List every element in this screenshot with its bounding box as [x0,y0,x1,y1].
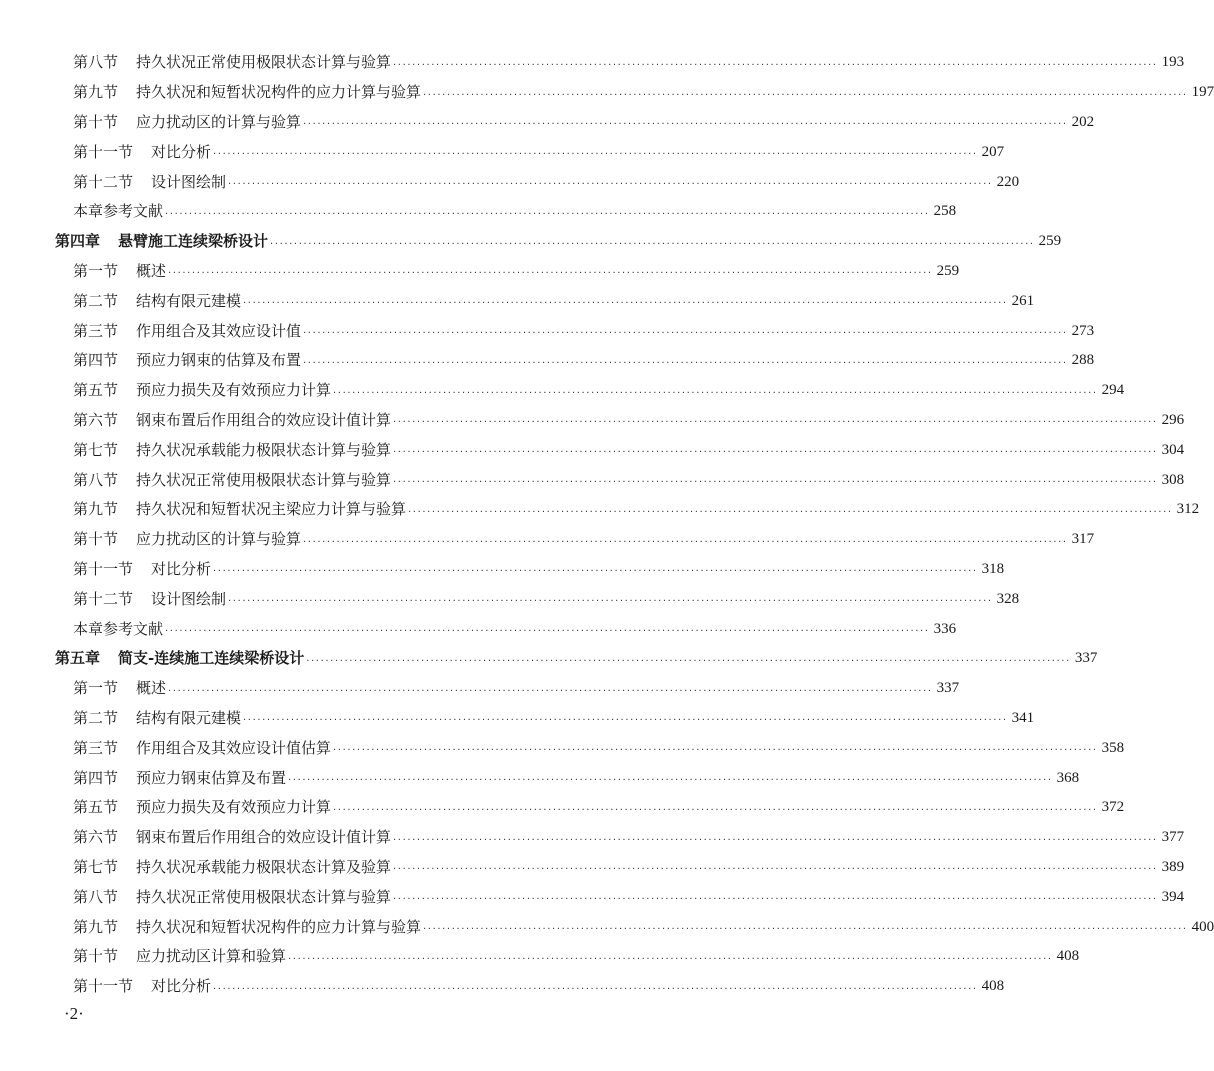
toc-section-row [0,495,1200,525]
toc-leader-dots: ································································································································································ [243,298,1008,310]
toc-entry-title: 对比分析 [151,977,212,996]
toc-entry-title: 对比分析 [151,559,212,578]
toc-entry-number: 第二节 [73,708,119,727]
toc-entry-title: 持久状况正常使用极限状态计算与验算 [136,53,392,72]
toc-page-number: 273 [1071,322,1095,339]
toc-entry-title: 预应力钢束的估算及布置 [136,351,302,370]
toc-section-row [0,942,1080,972]
toc-leader-dots: ································································································································································ [393,417,1158,429]
toc-entry-title: 作用组合及其效应设计值估算 [136,738,332,757]
toc-entry-number: 第十二节 [73,589,134,608]
toc-section-row [0,882,1185,912]
toc-entry-number: 第八节 [73,470,119,489]
toc-page-number: 317 [1071,531,1095,548]
toc-entry-number: 第六节 [73,410,119,429]
toc-entry-number: 第四节 [73,768,119,787]
toc-leader-dots: ································································································································································ [303,536,1068,548]
toc-entry-title: 概述 [136,261,167,280]
toc-page-number: 408 [981,978,1005,995]
toc-entry-title: 悬臂施工连续梁桥设计 [118,232,269,251]
toc-entry-title: 应力扰动区计算和验算 [136,947,287,966]
toc-entry-number: 第五章 [55,649,101,668]
toc-page-number: 304 [1161,441,1185,458]
toc-page-number: 400 [1191,918,1214,935]
toc-entry-number: 第十节 [73,530,119,549]
toc-section-row [0,346,1095,376]
toc-leader-dots: ································································································································································ [213,149,978,161]
toc-entry-number: 第七节 [73,857,119,876]
toc-section-row [0,465,1185,495]
toc-entry-number: 第六节 [73,828,119,847]
toc-leader-dots: ································································································································································ [393,834,1158,846]
toc-entry-number: 第九节 [73,917,119,936]
toc-entry-number: 第十一节 [73,559,134,578]
toc-entry-title: 钢束布置后作用组合的效应设计值计算 [136,410,392,429]
toc-leader-dots: ································································································································································ [393,864,1158,876]
toc-page-number: 372 [1101,799,1125,816]
toc-page-number: 258 [933,203,957,220]
toc-page-number: 408 [1056,948,1080,965]
toc-entry-number: 第一节 [73,679,119,698]
toc-entry-title: 预应力钢束估算及布置 [136,768,287,787]
toc-leader-dots: ································································································································································ [393,447,1158,459]
toc-leader-dots: ································································································································································ [243,715,1008,727]
toc-section-row [0,823,1185,853]
toc-section-row [0,853,1185,883]
toc-entry-title: 持久状况和短暂状况构件的应力计算与验算 [136,917,422,936]
toc-entry-number: 第三节 [73,321,119,340]
toc-section-row [0,525,1095,555]
toc-chapter-row [0,227,1062,257]
toc-leader-dots: ································································································································································ [393,894,1158,906]
toc-entry-title: 持久状况承载能力极限状态计算及验算 [136,857,392,876]
toc-entry-title: 本章参考文献 [73,619,164,638]
toc-entry-title: 预应力损失及有效预应力计算 [136,381,332,400]
toc-leader-dots: ································································································································································ [303,328,1068,340]
toc-page-number: 368 [1056,769,1080,786]
table-of-contents [0,48,1214,1002]
toc-page-number: 259 [1038,233,1062,250]
toc-entry-title: 结构有限元建模 [136,708,242,727]
toc-leader-dots: ································································································································································ [333,387,1098,399]
toc-entry-title: 持久状况承载能力极限状态计算与验算 [136,440,392,459]
toc-section-row [0,406,1185,436]
toc-entry-number: 第八节 [73,53,119,72]
toc-entry-title: 设计图绘制 [151,172,227,191]
toc-leader-dots: ································································································································································ [306,655,1071,667]
toc-entry-title: 持久状况正常使用极限状态计算与验算 [136,470,392,489]
toc-entry-title: 简支-连续施工连续梁桥设计 [118,649,305,668]
toc-section-row [0,704,1035,734]
toc-leader-dots: ································································································································································ [270,238,1035,250]
toc-section-row [0,972,1005,1002]
toc-section-row [0,435,1185,465]
toc-entry-number: 第三节 [73,738,119,757]
toc-leader-dots: ································································································································································ [333,804,1098,816]
toc-page-number: 308 [1161,471,1185,488]
toc-entry-title: 持久状况和短暂状况主梁应力计算与验算 [136,500,407,519]
toc-section-row [0,108,1095,138]
toc-entry-title: 应力扰动区的计算与验算 [136,530,302,549]
toc-leader-dots: ································································································································································ [288,953,1053,965]
toc-leader-dots: ································································································································································ [423,89,1188,101]
toc-entry-title: 设计图绘制 [151,589,227,608]
toc-entry-title: 概述 [136,679,167,698]
toc-section-row [0,763,1080,793]
toc-leader-dots: ································································································································································ [228,179,993,191]
toc-page-number: 193 [1161,54,1185,71]
toc-entry-title: 应力扰动区的计算与验算 [136,112,302,131]
toc-leader-dots: ································································································································································ [333,745,1098,757]
toc-section-row [0,286,1035,316]
toc-page-number: 296 [1161,411,1185,428]
toc-section-row [0,793,1125,823]
toc-section-row [0,376,1125,406]
page-number: ·2· [64,1004,84,1023]
toc-section-row [0,316,1095,346]
toc-entry-number: 第八节 [73,887,119,906]
toc-leader-dots: ································································································································································ [213,566,978,578]
toc-section-row [0,48,1185,78]
toc-leader-dots: ································································································································································ [303,119,1068,131]
toc-entry-number: 第二节 [73,291,119,310]
toc-page-number: 294 [1101,382,1125,399]
toc-section-row [0,137,1005,167]
toc-references-row [0,614,957,644]
toc-section-row [0,584,1020,614]
toc-leader-dots: ································································································································································ [303,357,1068,369]
toc-page-number: 288 [1071,352,1095,369]
toc-section-row [0,167,1020,197]
toc-leader-dots: ································································································································································ [168,685,933,697]
toc-section-row [0,912,1214,942]
toc-entry-number: 第十节 [73,947,119,966]
toc-references-row [0,197,957,227]
toc-entry-title: 结构有限元建模 [136,291,242,310]
toc-entry-number: 第一节 [73,261,119,280]
toc-page-number: 341 [1011,709,1035,726]
toc-leader-dots: ································································································································································ [288,775,1053,787]
toc-leader-dots: ································································································································································ [165,208,930,220]
toc-page-number: 389 [1161,858,1185,875]
toc-chapter-row [0,644,1098,674]
toc-entry-number: 第五节 [73,798,119,817]
toc-section-row [0,733,1125,763]
toc-page-number: 337 [1074,650,1098,667]
toc-leader-dots: ································································································································································ [228,596,993,608]
toc-leader-dots: ································································································································································ [423,924,1188,935]
toc-leader-dots: ································································································································································ [393,59,1158,71]
toc-page-number: 259 [936,262,960,279]
toc-page-number: 328 [996,590,1020,607]
toc-page-number: 220 [996,173,1020,190]
toc-entry-title: 预应力损失及有效预应力计算 [136,798,332,817]
toc-section-row [0,674,960,704]
toc-page-number: 337 [936,680,960,697]
toc-page-number: 202 [1071,113,1095,130]
toc-page-number: 318 [981,560,1005,577]
toc-entry-number: 第十二节 [73,172,134,191]
toc-entry-number: 第十节 [73,112,119,131]
toc-entry-title: 钢束布置后作用组合的效应设计值计算 [136,828,392,847]
toc-entry-number: 第五节 [73,381,119,400]
toc-section-row [0,78,1214,108]
toc-entry-number: 第十一节 [73,977,134,996]
toc-entry-title: 持久状况正常使用极限状态计算与验算 [136,887,392,906]
toc-entry-number: 第九节 [73,83,119,102]
toc-entry-title: 对比分析 [151,142,212,161]
toc-entry-number: 第七节 [73,440,119,459]
toc-section-row [0,257,960,287]
toc-page-number: 377 [1161,829,1185,846]
toc-page-number: 312 [1176,501,1200,518]
toc-leader-dots: ································································································································································ [165,626,930,638]
toc-leader-dots: ································································································································································ [408,506,1173,518]
toc-page-number: 197 [1191,84,1214,101]
toc-leader-dots: ································································································································································ [213,983,978,995]
toc-leader-dots: ································································································································································ [168,268,933,280]
toc-page-number: 358 [1101,739,1125,756]
toc-entry-title: 作用组合及其效应设计值 [136,321,302,340]
toc-entry-number: 第四节 [73,351,119,370]
toc-entry-number: 第九节 [73,500,119,519]
toc-section-row [0,555,1005,585]
toc-entry-number: 第十一节 [73,142,134,161]
toc-page-number: 336 [933,620,957,637]
toc-page-number: 207 [981,143,1005,160]
toc-page-number: 261 [1011,292,1035,309]
toc-page-number: 394 [1161,888,1185,905]
toc-entry-title: 本章参考文献 [73,202,164,221]
toc-entry-number: 第四章 [55,232,101,251]
toc-leader-dots: ································································································································································ [393,477,1158,489]
toc-entry-title: 持久状况和短暂状况构件的应力计算与验算 [136,83,422,102]
